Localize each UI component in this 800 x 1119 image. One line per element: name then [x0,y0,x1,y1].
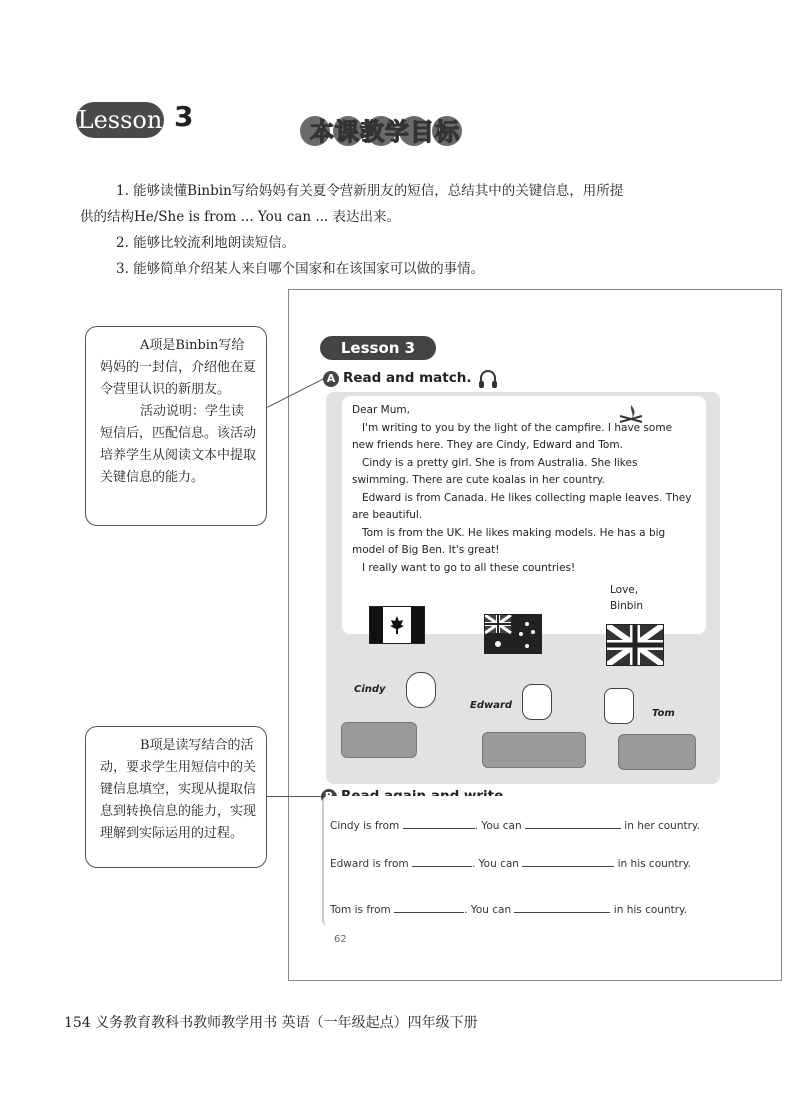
write-line-tom-start: Tom is from [330,904,391,916]
letter-paragraph-3: Edward is from Canada. He likes collecting maple leaves. They are beautiful. [352,491,692,521]
objectives-list [80,178,720,282]
callout-b [85,726,267,868]
answer-blank-cindy-activity[interactable] [525,818,621,829]
kid-name-cindy: Cindy [354,684,386,695]
objective-1b: 供的结构He/She is from ... You can ... 表达出来。 [80,209,401,225]
swimming-gear-picture [341,722,417,758]
objective-3: 3. 能够简单介绍某人来自哪个国家和在该国家可以做的事情。 [116,261,485,277]
answer-blank-tom-activity[interactable] [514,902,610,913]
letter-closing: Love, [610,584,639,596]
write-line-edward-mid: . You can [471,858,519,870]
book-lesson-label: Lesson 3 [320,336,436,360]
callout-a-intro: A项是Binbin写给妈妈的一封信，介绍他在夏令营里认识的新朋友。 [100,338,257,397]
koala-and-leaves-picture [482,732,586,768]
headphones-icon [480,370,496,384]
letter-greeting: Dear Mum, [352,404,410,416]
kid-name-tom: Tom [652,708,675,719]
letter-paragraph-1: I'm writing to you by the light of the campfire. I have some new friends here. They are Cindy, Edward and Tom. [352,421,673,451]
cindy-portrait-icon [406,672,436,708]
write-line-edward [330,856,691,870]
write-line-cindy-mid: . You can [474,820,522,832]
write-line-tom-mid: . You can [464,904,512,916]
letter-paragraph-4: Tom is from the UK. He likes making models. He has a big model of Big Ben. It's great! [352,526,666,556]
australia-flag-icon [484,614,542,654]
write-line-cindy-start: Cindy is from [330,820,400,832]
tom-portrait-icon [604,688,634,724]
kid-name-edward: Edward [470,700,513,711]
answer-blank-cindy-country[interactable] [403,818,475,829]
callout-b-text: B项是读写结合的活动，要求学生用短信中的关键信息填空，实现从提取信息到转换信息的能力，实现理解到实际运用的过程。 [100,738,257,841]
letter-paragraph-2: Cindy is a pretty girl. She is from Australia. She likes swimming. There are cute koalas in her country. [352,456,638,486]
objective-1a: 1. 能够读懂Binbin写给妈妈有关夏令营新朋友的短信，总结其中的关键信息，用所提 [116,183,624,199]
uk-flag-icon [606,624,664,666]
page-footer: 154 义务教育教科书教师教学用书 英语（一年级起点）四年级下册 [64,1015,478,1031]
callout-b-leader [267,796,323,797]
write-line-tom-end: in his country. [613,904,688,916]
letter-paragraph-5: I really want to go to all these countries! [362,561,576,574]
letter-signature: Binbin [610,600,644,612]
answer-blank-tom-country[interactable] [394,902,464,913]
letter-card [342,396,706,634]
section-a-title: Read and match. [343,370,472,386]
answer-blank-edward-country[interactable] [412,856,472,867]
write-line-tom [330,902,687,916]
big-ben-model-picture [618,734,696,770]
letter-signoff [610,582,694,614]
canada-flag-icon [369,606,425,644]
lesson-number: 3 [174,100,194,133]
write-line-edward-start: Edward is from [330,858,409,870]
section-a-marker: A [323,371,339,387]
objective-title: 本课教学目标 [310,118,460,146]
write-line-cindy [330,818,700,832]
answer-blank-edward-activity[interactable] [522,856,614,867]
write-line-cindy-end: in her country. [624,820,700,832]
book-page-number: 62 [334,934,347,945]
callout-a [85,326,267,526]
callout-a-activity: 活动说明：学生读短信后，匹配信息。该活动培养学生从阅读文本中提取关键信息的能力。 [100,404,257,485]
campfire-icon [616,402,646,426]
objective-2: 2. 能够比较流利地朗读短信。 [116,235,296,251]
lesson-badge: Lesson [76,102,164,138]
write-line-edward-end: in his country. [617,858,691,870]
edward-portrait-icon [522,684,552,720]
